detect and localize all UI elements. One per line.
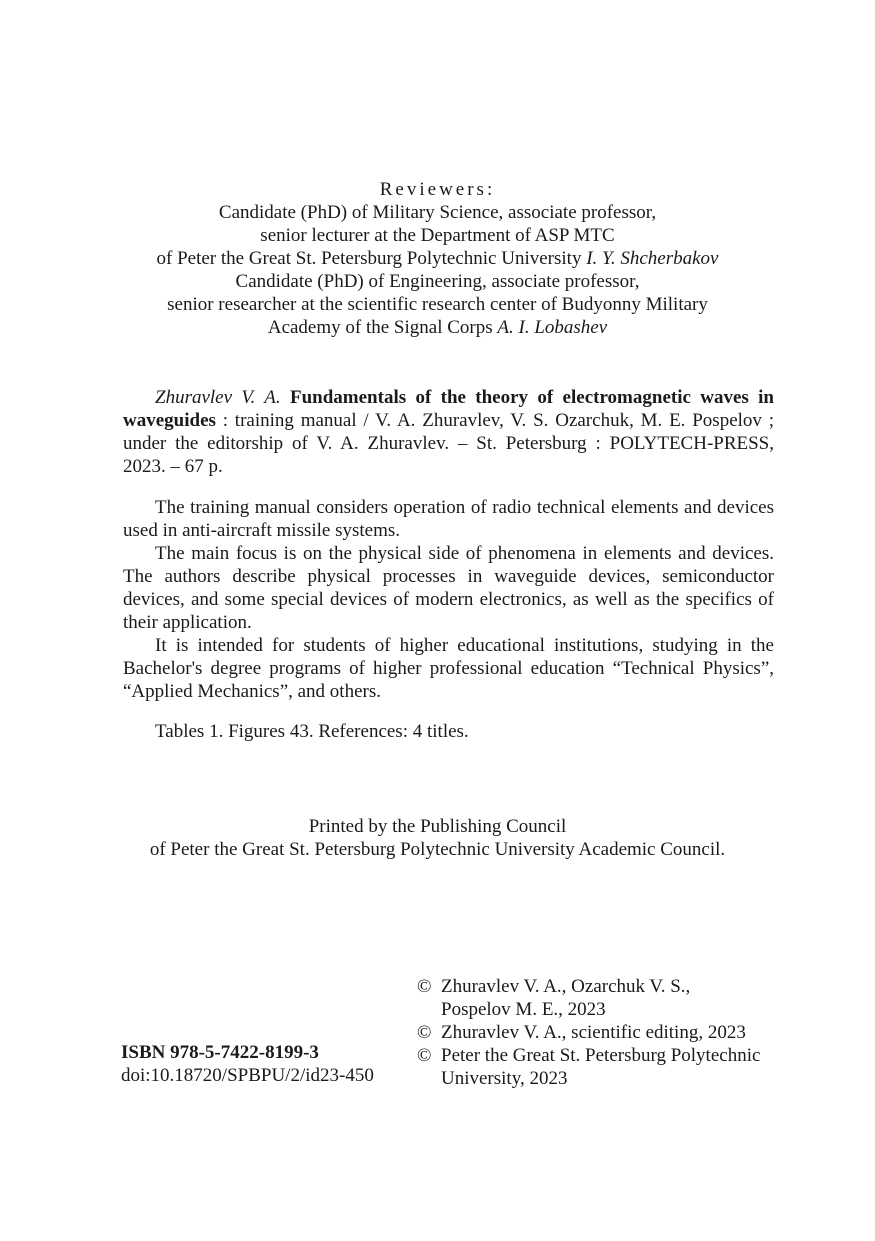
stats-section	[123, 720, 774, 743]
copyright-symbol: ©	[417, 1022, 432, 1043]
abstract-paragraph-3: It is intended for students of higher educational institutions, studying in the Bachelor's degree programs of higher professional education “Technical Physics”, “Applied Mechanics”, and others.	[123, 635, 774, 702]
reviewer-1-name: I. Y. Shcherbakov	[586, 248, 719, 269]
reviewer-2-affiliation: Academy of the Signal Corps	[267, 317, 493, 338]
copyright-entry	[417, 975, 797, 1021]
copyright-entry	[417, 1021, 797, 1044]
reviewer-2-line-1: Candidate (PhD) of Engineering, associate professor,	[235, 271, 640, 292]
citation-author: Zhuravlev V. A.	[155, 387, 281, 408]
citation-details: : training manual / V. A. Zhuravlev, V. S. Ozarchuk, M. E. Pospelov ; under the editorship of V. A. Zhuravlev. – St. Petersburg : POLYTECH-PRESS, 2023. – 67 p.	[123, 410, 774, 477]
printed-by-section	[0, 815, 875, 861]
stats-line: Tables 1. Figures 43. References: 4 titles.	[155, 721, 469, 742]
isbn: ISBN 978-5-7422-8199-3	[121, 1042, 319, 1063]
reviewer-1-affiliation: of Peter the Great St. Petersburg Polytechnic University	[156, 248, 582, 269]
reviewer-1-line-3	[0, 247, 875, 270]
doi: doi:10.18720/SPBPU/2/id23-450	[121, 1065, 374, 1086]
abstract-section	[123, 496, 774, 703]
printed-by-line-2: of Peter the Great St. Petersburg Polytechnic University Academic Council.	[149, 839, 726, 860]
citation-paragraph	[123, 386, 774, 478]
bibliographic-citation	[123, 386, 774, 478]
reviewer-2-line-2: senior researcher at the scientific research center of Budyonny Military	[167, 294, 708, 315]
copyright-block	[417, 975, 797, 1090]
reviewer-2-line-3	[0, 316, 875, 339]
reviewer-1-line-2: senior lecturer at the Department of ASP MTC	[260, 225, 615, 246]
copyright-1-line-1: Zhuravlev V. A., Ozarchuk V. S.,	[441, 976, 691, 997]
copyright-entry	[417, 1044, 797, 1090]
abstract-paragraph-2: The main focus is on the physical side of phenomena in elements and devices. The authors describe physical processes in waveguide devices, semiconductor devices, and some special devices of modern electronics, as well as the specifics of their application.	[123, 543, 774, 633]
citation-title: Fundamentals of the theory of electromagnetic waves in waveguides	[123, 387, 774, 431]
printed-by-line-1: Printed by the Publishing Council	[308, 816, 567, 837]
copyright-symbol: ©	[417, 976, 432, 997]
reviewer-1-line-1: Candidate (PhD) of Military Science, associate professor,	[218, 202, 657, 223]
reviewer-2-name: A. I. Lobashev	[497, 317, 608, 338]
copyright-3-line-2: University, 2023	[441, 1068, 568, 1089]
copyright-3-line-1: Peter the Great St. Petersburg Polytechnic	[441, 1045, 761, 1066]
reviewers-heading: Reviewers:	[379, 179, 496, 200]
copyright-symbol: ©	[417, 1045, 432, 1066]
isbn-block	[121, 1041, 374, 1087]
copyright-2-line-1: Zhuravlev V. A., scientific editing, 2023	[441, 1022, 746, 1043]
reviewers-section	[0, 178, 875, 339]
abstract-paragraph-1: The training manual considers operation of radio technical elements and devices used in anti-aircraft missile systems.	[123, 497, 774, 541]
copyright-1-line-2: Pospelov M. E., 2023	[441, 999, 606, 1020]
